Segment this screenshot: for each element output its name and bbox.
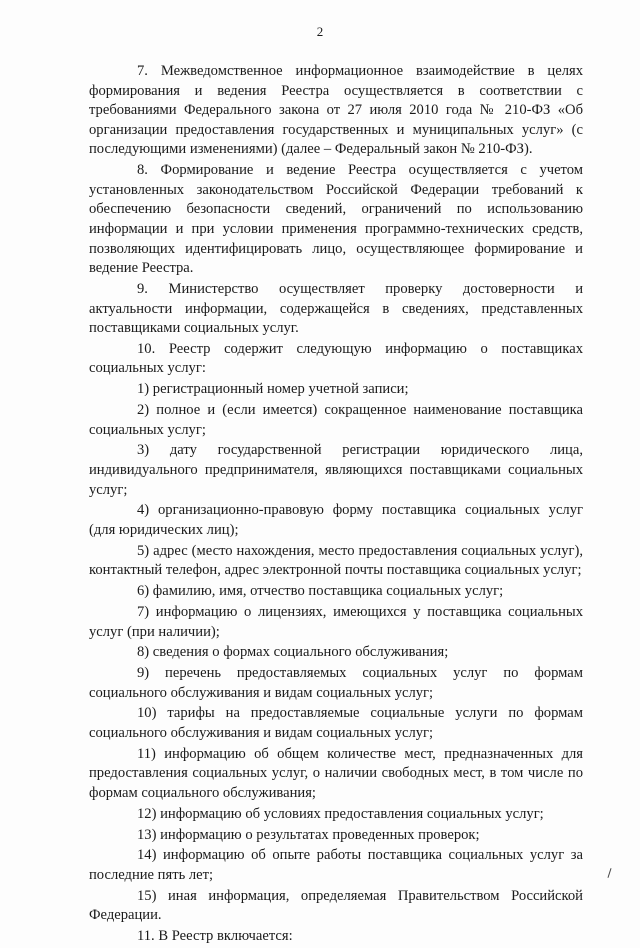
page-number: 2 [316,24,324,39]
list-item-2: 2) полное и (если имеется) сокращенное наименование поставщика социальных услуг; [89,402,583,438]
list-item-7: 7) информацию о лицензиях, имеющихся у поставщика социальных услуг (при наличии); [89,603,583,640]
paragraph-11: 11. В Реестр включается: [137,928,293,945]
list-item-5: 5) адрес (место нахождения, место предоставления социальных услуг), контактный телефон, адрес электронной почты поставщика социальных услуг; [89,542,583,579]
list-item-15: 15) иная информация, определяемая Правительством Российской Федерации. [89,887,583,924]
list-item-10: 10) тарифы на предоставляемые социальные услуги по формам социального обслуживания и видам социальных услуг; [89,705,583,742]
list-item-14: 14) информацию об опыте работы поставщика социальных услуг за последние пять лет; [89,847,583,883]
paragraph-7: 7. Межведомственное информационное взаимодействие в целях формирования и ведения Реестра осуществляется в соответствии с требованиями Федерального закона от 27 июля 2010 года № 210-ФЗ «Об организации предоставления государственных и муниципальных услуг» (с последующими изменениями) (далее – Федеральный закон № 210-ФЗ). [89,63,583,158]
list-item-4: 4) организационно-правовую форму поставщика социальных услуг (для юридических лиц); [89,502,583,538]
list-item-12: 12) информацию об условиях предоставления социальных услуг; [137,805,544,822]
paragraph-8: 8. Формирование и ведение Реестра осуществляется с учетом установленных законодательством Российской Федерации требований к обеспечению безопасности сведений, ограничений по использованию информации и при условии применения программно-технических средств, позволяющих идентифицировать лицо, осуществляющее формирование и ведение Реестра. [89,162,583,277]
list-item-1: 1) регистрационный номер учетной записи; [137,381,409,398]
paragraph-10: 10. Реестр содержит следующую информацию о поставщиках социальных услуг: [89,340,583,377]
scan-mark [607,868,611,878]
list-item-13: 13) информацию о результатах проведенных проверок; [137,826,480,843]
list-item-6: 6) фамилию, имя, отчество поставщика социальных услуг; [137,583,504,600]
list-item-3: 3) дату государственной регистрации юридического лица, индивидуального предпринимателя, являющихся поставщиками социальных услуг; [89,442,583,498]
list-item-11: 11) информацию об общем количестве мест, предназначенных для предоставления социальных услуг, о наличии свободных мест, в том числе по формам социального обслуживания; [89,745,583,801]
list-item-9: 9) перечень предоставляемых социальных услуг по формам социального обслуживания и видам социальных услуг; [89,665,583,701]
paragraph-9: 9. Министерство осуществляет проверку достоверности и актуальности информации, содержащейся в сведениях, представленных поставщиками социальных услуг. [89,280,583,337]
list-item-8: 8) сведения о формах социального обслуживания; [137,644,449,661]
document-body [89,62,583,948]
